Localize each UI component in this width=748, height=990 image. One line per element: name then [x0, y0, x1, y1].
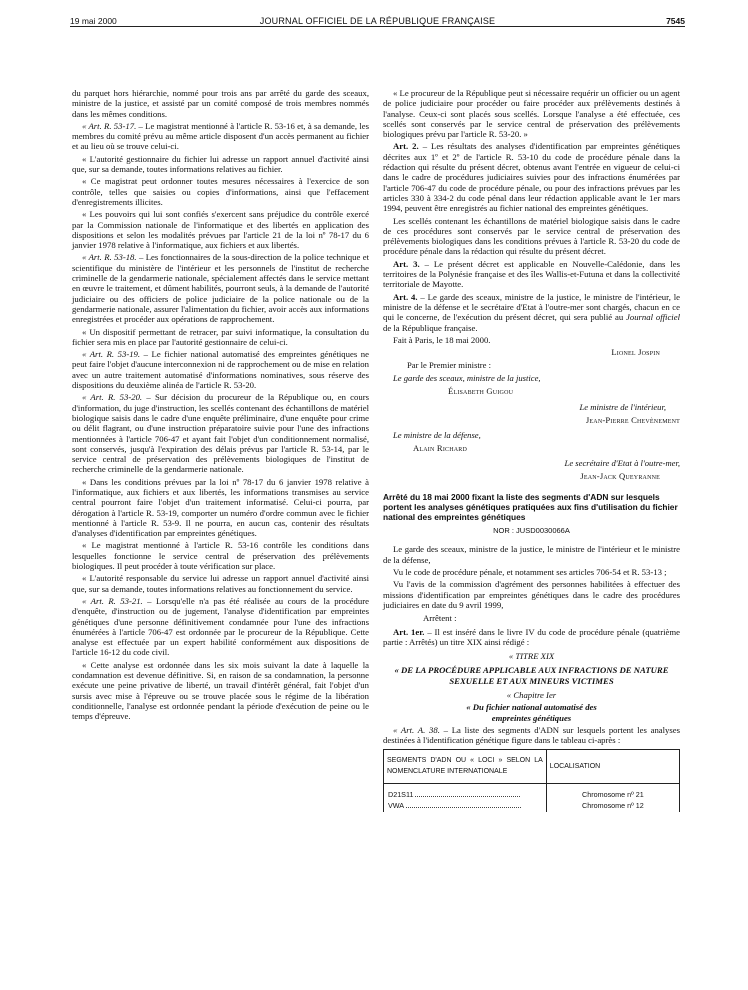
paragraph: « Un dispositif permettant de retracer, par suivi informatique, la consultation du fichier sera mis en place par l'autorité gestionnaire de celui-ci. [72, 326, 369, 347]
signatory-title: Le secrétaire d'Etat à l'outre-mer, [564, 458, 680, 469]
paragraph: « L'autorité gestionnaire du fichier lui adresse un rapport annuel d'activité ainsi que, sur sa demande, toutes informations relatives au fichier. [72, 153, 369, 175]
signatory-name: Lionel Jospin [611, 347, 660, 358]
signing-place-date: Fait à Paris, le 18 mai 2000. [393, 334, 491, 345]
signatory-name: Alain Richard [413, 443, 468, 454]
article-text: – Le fichier national automatisé des empreintes génétiques ne peut faire l'objet d'aucune interconnexion ni de rapprochement ou de mise en relation avec un autre traitement automatisé d'informations nominatives, sous réserve des dispositions du deuxième alinéa de l'article R. 53-20. [72, 349, 369, 391]
right-column [383, 88, 680, 812]
titre-subheading: « DE LA PROCÉDURE APPLICABLE AUX INFRACTIONS DE NATURE SEXUELLE ET AUX MINEURS VICTIMES [394, 665, 669, 686]
signatory-name: Jean-Jack Queyranne [580, 471, 660, 482]
table-row [384, 784, 680, 801]
localisation-cell: Chromosome nº 12 [546, 800, 679, 811]
arrete-title: Arrêté du 18 mai 2000 fixant la liste des segments d'ADN sur lesquels portent les analyses génétiques pratiquées aux fins d'utilisation du fichier national des empreintes génétiques [383, 492, 678, 523]
paragraph [383, 259, 680, 290]
paragraph: « Les pouvoirs qui lui sont confiés s'exercent sans préjudice du contrôle exercé par la Commission nationale de l'informatique et des libertés en application des dispositions et selon les modalités prévues par l'article 21 de la loi nº 78-17 du 6 janvier 1978 relative à l'informatique, aux fichiers et aux libertés. [72, 209, 369, 251]
paragraph [383, 725, 680, 746]
table-row [384, 800, 680, 811]
signatory-title: Le ministre de l'intérieur, [579, 402, 666, 413]
article-ref: « Art. R. 53-18. [82, 252, 137, 263]
chapitre-subheading: « Du fichier national automatisé des empreintes génétiques [466, 702, 597, 723]
article-label: Art. 2. [393, 141, 419, 152]
article-text: de la République française. [383, 322, 478, 333]
article-text: – Les fonctionnaires de la sous-direction de la police technique et scientifique du ministère de l'intérieur et les personnels de l'institut de recherche criminelle de la gendarmerie nationale, spécialement affectés dans le service mettant en œuvre le traitement, et dûment habilités, pourront seuls, à la demande de l'autorité judiciaire ou des officiers de police judiciaire de la police nationale ou de la gendarmerie nationale, assurer l'alimentation du fichier, avoir accès aux informations enregistrées et procéder aux opérations de rapprochement. [72, 252, 369, 325]
paragraph: Vu le code de procédure pénale, et notamment ses articles 706-54 et R. 53-13 ; [393, 567, 667, 578]
article-text: – Le garde des sceaux, ministre de la justice, le ministre de l'intérieur, le ministre de la défense et le secrétaire d'Etat à l'outre-mer sont chargés, chacun en ce qui le concerne, de l'exécution du présent décret, qui sera publié au [383, 291, 680, 323]
nor-reference: NOR : JUSD0030066A [493, 526, 570, 536]
paragraph: « Cette analyse est ordonnée dans les six mois suivant la date à laquelle la condamnation est devenue définitive. Si, en raison de sa condamnation, la personne exécute une peine privative de liberté, un travail d'intérêt général, fait l'objet d'un sursis avec mise à l'épreuve ou se trouve placée sous le régime de la libération conditionnelle, l'analyse est ordonnée pendant la période d'exécution de peine ou le temps d'épreuve. [72, 659, 369, 722]
table-header-row [384, 750, 680, 784]
article-ref: « Art. R. 53-19. [82, 349, 141, 360]
chapitre-heading: « Chapitre Ier [506, 689, 557, 700]
paragraph [72, 349, 369, 390]
segment-cell: VWA [388, 801, 405, 811]
paragraph: « Ce magistrat peut ordonner toutes mesures nécessaires à l'exercice de son contrôle, telles que saisies ou copies d'informations, ainsi que l'effacement d'enregistrements illicites. [72, 176, 369, 207]
paragraph: « Le magistrat mentionné à l'article R. 53-16 contrôle les conditions dans lesquelles fonctionne le service central de préservation des prélèvements biologiques. Il peut procéder à toute vérification sur place. [72, 540, 369, 572]
article-text: – Le présent décret est applicable en Nouvelle-Calédonie, dans les territoires de la Polynésie française et des îles Wallis-et-Futuna et dans la collectivité territoriale de Mayotte. [383, 258, 680, 290]
paragraph: « Dans les conditions prévues par la loi nº 78-17 du 6 janvier 1978 relative à l'informatique, aux fichiers et aux libertés, les informations transmises au service central pourront faire l'objet d'un traitement informatisé. Celui-ci pourra, par dérogation à l'article R. 53-19, comporter un numéro d'ordre commun avec le fichier mentionné à l'article R. 53-9. Il ne pourra, en aucun cas, contenir des résultats d'analyses d'identification par empreintes génétiques. [72, 476, 369, 539]
dot-leader [406, 800, 521, 808]
paragraph: Le garde des sceaux, ministre de la justice, le ministre de l'intérieur et le ministre de la défense, [383, 544, 680, 565]
paragraph: Les scellés contenant les échantillons de matériel biologique saisis dans le cadre de ces procédures sont conservés par le service central de préservation des prélèvements biologiques dans les conditions prévues à l'article R. 53-20 du code de procédure pénale dans la rédaction qui résulte du présent décret. [383, 215, 680, 257]
arretent-label: Arrêtent : [423, 613, 457, 624]
article-ref: « Art. A. 38. [393, 724, 440, 735]
article-ref: « Art. R. 53-20. [82, 392, 143, 403]
article-label: Art. 3. [393, 258, 420, 269]
paragraph [383, 627, 680, 648]
paragraph: du parquet hors hiérarchie, nommé pour trois ans par arrêté du garde des sceaux, ministre de la justice, et assisté par un comité composé de trois membres nommés dans les mêmes conditions. [72, 88, 369, 119]
left-column [72, 88, 369, 724]
article-text: – Lorsqu'elle n'a pas été réalisée au cours de la procédure d'enquête, d'instruction ou de jugement, l'analyse d'identification par empreintes génétiques d'une personne définitivement condamnée pour l'une des infractions énumérées à l'article 706-47 est ordonnée par le procureur de la République. Cette analyse est effectuée par un expert habilité conformément aux dispositions de l'article 16-12 du code civil. [72, 595, 369, 658]
journal-ref: Journal officiel [626, 312, 680, 323]
article-ref: « Art. R. 53-21. [82, 595, 143, 606]
article-text: – Il est inséré dans le livre IV du code de procédure pénale (quatrième partie : Arrêtés) un titre XIX ainsi rédigé : [383, 626, 680, 647]
article-text: – Les résultats des analyses d'identification par empreintes génétiques décrites aux 1º et 2º de l'article R. 53-10 du code de procédure pénale dans la rédaction qui résulte du présent décret, obtenus avant l'entrée en vigueur de celui-ci dans le cadre de procédures judiciaires suivies pour des infractions énumérées par l'article 706-47 du code de procédure pénale, ou pour des infractions prévues par les articles 330 à 334-2 du code pénal dans leur rédaction applicable avant le 1er mars 1994, peuvent être enregistrés au fichier national des empreintes génétiques. [383, 141, 680, 214]
paragraph [72, 596, 369, 658]
table-header-localisation: LOCALISATION [546, 750, 679, 784]
signatures [383, 347, 680, 482]
paragraph: Vu l'avis de la commission d'agrément des personnes habilitées à effectuer des missions d'identification par empreintes génétiques dans le cadre des procédures judiciaires en date du 9 avril 1999, [383, 579, 680, 610]
article-text: – Sur décision du procureur de la République ou, en cours d'information, du juge d'instruction, les scellés contenant des échantillons de matériel biologique saisis dans le cadre d'une enquête préliminaire, d'une enquête pour crime ou délit flagrant, ou d'une instruction préparatoire suivie pour l'une des infractions mentionnées à l'article 706-47 et ayant fait l'objet d'un conditionnement normalisé, sont conservés, jusqu'à l'expiration des délais prévus par l'article R. 53-14, par le service central de préservation des prélèvements biologiques de l'institut de recherche criminelle de la gendarmerie nationale. [72, 392, 369, 475]
paragraph: « Le procureur de la République peut si nécessaire requérir un officier ou un agent de police judiciaire pour procéder ou faire procéder aux prélèvements destinés à l'analyse. Ceux-ci sont placés sous scellés. Lorsque l'analyse a été effectuée, ces scellés sont conservés par le service central de préservation des prélèvements biologiques prévu par l'article R. 53-20. » [383, 88, 680, 140]
localisation-cell: Chromosome nº 21 [546, 784, 679, 801]
signatory-name: Jean-Pierre Chevènement [585, 415, 680, 426]
dot-leader [415, 789, 520, 797]
page-header [70, 6, 685, 27]
paragraph [72, 121, 369, 152]
page-number: 7545 [666, 16, 685, 26]
adn-table [383, 749, 680, 811]
paragraph [383, 141, 680, 213]
paragraph [383, 292, 680, 333]
signatory-title: Le garde des sceaux, ministre de la justice, [393, 373, 541, 384]
titre-heading: « TITRE XIX [508, 651, 555, 662]
segment-cell: D21S11 [388, 790, 414, 800]
paragraph: « L'autorité responsable du service lui adresse un rapport annuel d'activité ainsi que, sur sa demande, toutes informations relatives au fonctionnement du service. [72, 573, 369, 594]
signatory-title: Le ministre de la défense, [393, 430, 481, 441]
journal-title: JOURNAL OFFICIEL DE LA RÉPUBLIQUE FRANÇAISE [259, 16, 496, 26]
article-text: – La liste des segments d'ADN sur lesquels portent les analyses destinées à l'identification génétique figure dans le tableau ci-après : [383, 724, 681, 746]
article-label: Art. 1er. [393, 626, 425, 637]
article-ref: « Art. R. 53-17. [82, 120, 137, 131]
paragraph [72, 252, 369, 324]
signatory-name: Élisabeth Guigou [448, 386, 514, 397]
signatory-intro: Par le Premier ministre : [407, 360, 492, 371]
article-label: Art. 4. [393, 291, 418, 302]
table-header-segments: SEGMENTS D'ADN OU « LOCI » SELON LA NOMENCLATURE INTERNATIONALE [384, 750, 547, 784]
paragraph [72, 392, 369, 474]
header-date: 19 mai 2000 [70, 16, 117, 26]
article-text: – Le magistrat mentionné à l'article R. 53-16 et, à sa demande, les membres du comité prévu au même article disposent d'un accès permanent au fichier et au lieu où se trouve celui-ci. [72, 120, 369, 152]
